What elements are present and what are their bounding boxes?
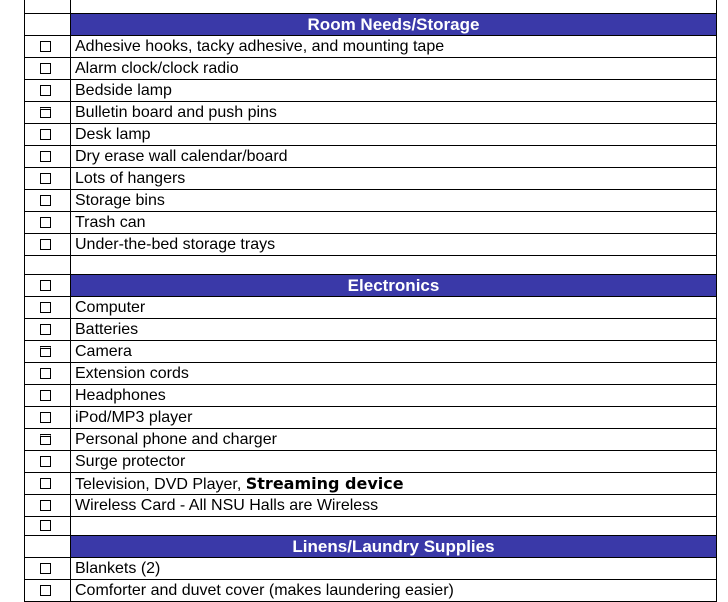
item-label: Adhesive hooks, tacky adhesive, and mounting tape: [71, 36, 717, 57]
checkbox-icon[interactable]: [40, 63, 51, 74]
spacer-row: [24, 517, 717, 536]
checklist-sheet: [24, 0, 717, 602]
item-label: Bedside lamp: [71, 80, 717, 101]
top-row: [24, 0, 717, 14]
section-title: Linens/Laundry Supplies: [71, 536, 717, 557]
checkbox-icon[interactable]: [40, 368, 51, 379]
checkbox-icon[interactable]: [40, 324, 51, 335]
list-item: [24, 451, 717, 473]
list-item: [24, 102, 717, 124]
list-item: [24, 341, 717, 363]
checkbox-icon[interactable]: [40, 585, 51, 596]
checkbox-icon[interactable]: [40, 41, 51, 52]
item-label: Dry erase wall calendar/board: [71, 146, 717, 167]
checkbox-icon[interactable]: [40, 280, 51, 291]
list-item: [24, 319, 717, 341]
item-label: Alarm clock/clock radio: [71, 58, 717, 79]
checkbox-icon[interactable]: [40, 563, 51, 574]
list-item: [24, 363, 717, 385]
checkbox-icon[interactable]: [40, 456, 51, 467]
checkbox-icon[interactable]: [40, 346, 51, 357]
list-item: [24, 124, 717, 146]
checkbox-icon[interactable]: [40, 239, 51, 250]
checkbox-icon[interactable]: [40, 500, 51, 511]
list-item: [24, 473, 717, 495]
item-label: Extension cords: [71, 363, 717, 384]
item-label-text: Television, DVD Player,: [75, 476, 242, 493]
item-label: Lots of hangers: [71, 168, 717, 189]
checkbox-icon[interactable]: [40, 390, 51, 401]
list-item: [24, 385, 717, 407]
item-label: Blankets (2): [71, 558, 717, 579]
checkbox-icon[interactable]: [40, 520, 51, 531]
checkbox-icon[interactable]: [40, 434, 51, 445]
list-item: [24, 80, 717, 102]
checkbox-icon[interactable]: [40, 107, 51, 118]
item-label: Camera: [71, 341, 717, 362]
item-label: Under-the-bed storage trays: [71, 234, 717, 255]
checkbox-icon[interactable]: [40, 129, 51, 140]
item-label: Bulletin board and push pins: [71, 102, 717, 123]
section-heading-room-needs: [24, 14, 717, 36]
list-item: [24, 36, 717, 58]
item-label: Headphones: [71, 385, 717, 406]
item-label: Computer: [71, 297, 717, 318]
checkbox-icon[interactable]: [40, 195, 51, 206]
item-label: Wireless Card - All NSU Halls are Wireless: [71, 495, 717, 516]
item-label: Trash can: [71, 212, 717, 233]
item-label: iPod/MP3 player: [71, 407, 717, 428]
item-label: Batteries: [71, 319, 717, 340]
item-label: Personal phone and charger: [71, 429, 717, 450]
checkbox-icon[interactable]: [40, 302, 51, 313]
list-item: [24, 495, 717, 517]
list-item: [24, 429, 717, 451]
list-item: [24, 190, 717, 212]
list-item: [24, 297, 717, 319]
checkbox-icon[interactable]: [40, 173, 51, 184]
list-item: [24, 58, 717, 80]
checkbox-icon[interactable]: [40, 478, 51, 489]
checkbox-icon[interactable]: [40, 85, 51, 96]
list-item: [24, 146, 717, 168]
section-title: Electronics: [71, 275, 717, 296]
item-label: Surge protector: [71, 451, 717, 472]
item-label: Comforter and duvet cover (makes laundering easier): [71, 580, 717, 601]
list-item: [24, 407, 717, 429]
checkbox-icon[interactable]: [40, 217, 51, 228]
list-item: [24, 212, 717, 234]
section-title: Room Needs/Storage: [71, 14, 717, 35]
list-item: [24, 580, 717, 602]
checkbox-icon[interactable]: [40, 151, 51, 162]
item-label-bold: Streaming device: [245, 474, 404, 493]
list-item: [24, 168, 717, 190]
checkbox-icon[interactable]: [40, 412, 51, 423]
item-label: Desk lamp: [71, 124, 717, 145]
item-label: [71, 473, 717, 494]
section-heading-linens: [24, 536, 717, 558]
list-item: [24, 234, 717, 256]
list-item: [24, 558, 717, 580]
spacer-row: [24, 256, 717, 275]
item-label: Storage bins: [71, 190, 717, 211]
section-heading-electronics: [24, 275, 717, 297]
